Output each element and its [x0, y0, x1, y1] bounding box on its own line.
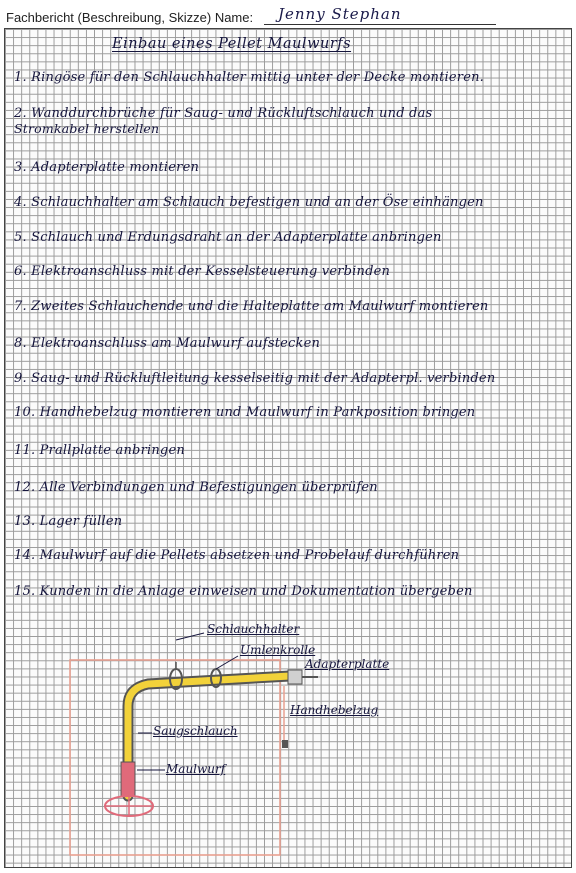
adapter-plate — [288, 670, 302, 684]
step-2-continuation: Stromkabel herstellen — [14, 121, 160, 136]
header-label: Fachbericht (Beschreibung, Skizze) Name: — [6, 10, 254, 25]
label-handhebelzug: Handhebelzug — [290, 703, 379, 717]
schlauchhalter-leader — [176, 633, 204, 640]
step-14: 14. Maulwurf auf die Pellets absetzen und Probelauf durchführen — [14, 548, 460, 563]
page-title: Einbau eines Pellet Maulwurfs — [112, 36, 352, 52]
label-saugschlauch: Saugschlauch — [153, 724, 238, 738]
step-4: 4. Schlauchhalter am Schlauch befestigen und an der Öse einhängen — [14, 195, 484, 210]
step-1: 1. Ringöse für den Schlauchhalter mittig unter der Decke montieren. — [14, 70, 485, 85]
step-2: 2. Wanddurchbrüche für Saug- und Rückluftschlauch und das Stromkabel herstellen — [14, 106, 433, 136]
step-10: 10. Handhebelzug montieren und Maulwurf in Parkposition bringen — [14, 405, 476, 420]
hand-lever-handle — [282, 740, 288, 748]
umlenkrolle-leader — [216, 656, 238, 669]
step-7: 7. Zweites Schlauchende und die Halteplatte am Maulwurf montieren — [14, 299, 489, 314]
step-3: 3. Adapterplatte montieren — [14, 160, 200, 175]
label-adapterplatte: Adapterplatte — [305, 657, 390, 671]
label-maulwurf: Maulwurf — [166, 762, 226, 776]
step-9: 9. Saug- und Rückluftleitung kesselseitig mit der Adapterpl. verbinden — [14, 371, 496, 386]
label-umlenkrolle: Umlenkrolle — [240, 643, 316, 657]
step-11: 11. Prallplatte anbringen — [14, 443, 185, 458]
label-schlauchhalter: Schlauchhalter — [207, 622, 300, 636]
mole-body — [121, 762, 135, 796]
step-5: 5. Schlauch und Erdungsdraht an der Adapterplatte anbringen — [14, 230, 442, 245]
step-13: 13. Lager füllen — [14, 514, 123, 529]
student-name: Jenny Stephan — [278, 5, 402, 23]
step-6: 6. Elektroanschluss mit der Kesselsteuerung verbinden — [14, 264, 391, 279]
step-8: 8. Elektroanschluss am Maulwurf aufstecken — [14, 336, 321, 351]
step-15: 15. Kunden in die Anlage einweisen und Dokumentation übergeben — [14, 584, 473, 599]
step-12: 12. Alle Verbindungen und Befestigungen überprüfen — [14, 480, 378, 495]
